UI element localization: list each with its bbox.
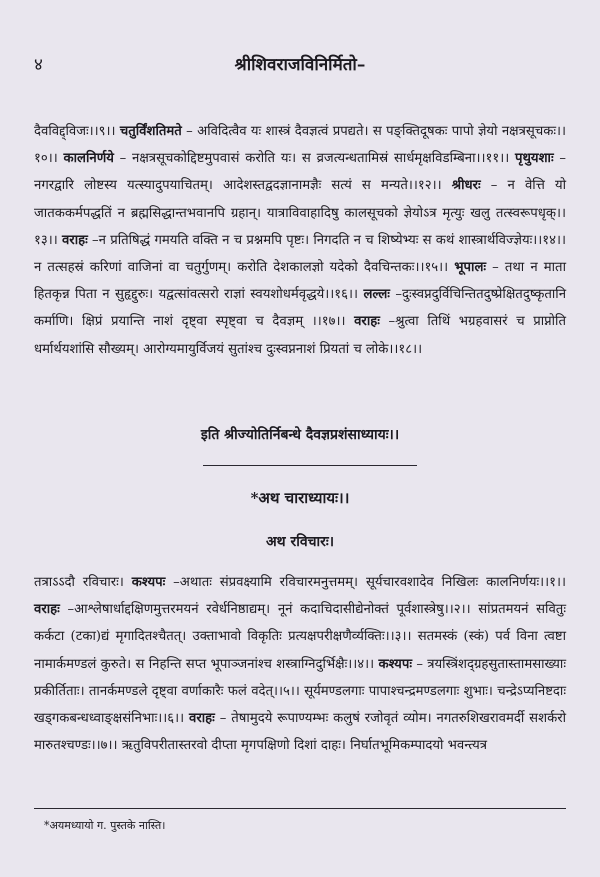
section-title: अथ रविचारः। bbox=[265, 534, 335, 550]
section-divider bbox=[203, 465, 417, 466]
footnote: *अयमध्यायो ग. पुस्तके नास्ति। bbox=[44, 819, 166, 832]
verse-text: – नगरद्वारि लोष्टस्य यत्स्यादुपयाचितम्। आदेशस्तद्वदज्ञानामज्ञैः सत्यं स मन्यते।।१२।। bbox=[34, 151, 566, 194]
source-citation: कालनिर्णये bbox=[63, 151, 114, 167]
verse-text: –न प्रतिषिद्धं गमयति वक्ति न च प्रश्नमपि पृष्टः। निगदति न च शिष्येभ्यः स कथं शास्त्रार्थविज्ज्ञेयः।।१४।। न तत्सहस्रं करिणां वाजिनां वा चतुर्गुणम्। करोति देशकालज्ञो यदेको दैवचिन्तकः।।१५।। bbox=[34, 232, 567, 276]
verse-text: – तथा न माता हितकृन्न पिता न सुहृद्दुरुः। यद्वत्सांवत्सरो राज्ञां स्वयशोधर्मवृद्धये।।१६।। bbox=[34, 260, 566, 303]
verse-text: –अथातः संप्रवक्ष्यामि रविचारमनुत्तमम्। सूर्यचारवशादेव निखिलः कालनिर्णयः।।१।। bbox=[165, 575, 566, 590]
verse-text: –श्रुत्वा तिथिं भग्रहवासरं च प्राप्नोति धर्मार्थयशांसि सौख्यम्। आरोग्यमायुर्विजयं सुतांश्च दुःस्वप्ननाशं प्रियतां च लोके।।१८।। bbox=[34, 314, 566, 357]
verse-text: – नक्षत्रसूचकोद्दिष्टमुपवासं करोति यः। स व्रजत्यन्धतामिस्रं सार्धमृक्षविडम्बिना।।११।। bbox=[113, 151, 516, 167]
verse-text: दैवविद्द्विजः।।९।। bbox=[34, 124, 120, 139]
source-citation: लल्लः bbox=[363, 287, 390, 303]
source-citation: श्रीधरः bbox=[451, 178, 481, 194]
source-citation: वराहः bbox=[61, 232, 88, 248]
verse-text: – न वेत्ति यो जातककर्मपद्धतिं न ब्रह्मसिद्धान्तभवानपि ग्रहान्। यात्राविवाहादिषु कालसूचको ज्ञेयोऽत्र मृत्युः खलु तत्स्वरूपधृक्।।१३।। bbox=[34, 178, 567, 248]
page-number: ४ bbox=[34, 55, 43, 75]
verse-text: – तेषामुदये रूपाण्यम्भः कलुषं रजोवृतं व्योम। नगतरुशिखरावमर्दी सशर्करो मारुतश्चण्डः।।७।। ऋतुविपरीतास्तरवो दीप्ता मृगपक्षिणो दिशां दाहः। निर्घातभूमिकम्पादयो भवन्त्यत्र bbox=[34, 711, 567, 754]
source-citation: पृथुयशाः bbox=[515, 151, 554, 167]
source-citation: कश्यपः bbox=[131, 575, 166, 590]
verse-text: –आश्लेषार्धाद्दक्षिणमुत्तरमयनं रवेर्धनिष्ठाद्यम्। नूनं कदाचिदासीद्येनोक्तं पूर्वशास्त्रेषु।।२।। सांप्रतमयनं सवितुः कर्कटा (टका)द्यं मृगादितश्चैतत्। उक्ताभावो विकृतिः प्रत्यक्षपरीक्षणैर्व्यक्तिः।।३।। सतमस्कं (स्कं) पर्व विना त्वष्टा नामार्कमण्डलं कुरुते। स निहन्ति सप्त भूपाञ्जनांश्च शस्त्राग्निदुर्भिक्षैः।।४।। bbox=[34, 602, 566, 672]
source-citation: वराहः bbox=[189, 711, 215, 727]
source-citation: वराहः bbox=[34, 602, 60, 618]
paragraph-ravichara bbox=[34, 569, 566, 759]
verse-text: – त्रयस्त्रिंशद्ग्रहसुतास्तामसाख्याः प्रकीर्तिताः। तानर्कमण्डले दृष्ट्वा वर्णाकारैः फलं वदेत्।।५।। सूर्यमण्डलगाः पापाश्चन्द्रमण्डलगाः शुभाः। चन्द्रेऽप्यनिष्टदाः खड्गकबन्धध्वाङ्क्षसंनिभाः।।६।। bbox=[34, 656, 566, 727]
chapter-title: *अथ चाराध्यायः।। bbox=[250, 489, 350, 507]
footnote-divider bbox=[34, 808, 566, 809]
running-title: श्रीशिवराजविनिर्मितो– bbox=[234, 55, 366, 75]
source-citation: चतुर्विंशतिमते bbox=[119, 124, 182, 139]
source-citation: वराहः bbox=[354, 314, 380, 330]
verse-text: –दुःस्वप्नदुर्विचिन्तितदुष्प्रेक्षितदुष्कृतानि कर्माणि। क्षिप्रं प्रयान्ति नाशं दृष्ट्वा स्पृष्ट्वा च दैवज्ञम् ।।१७।। bbox=[34, 287, 567, 330]
verse-text: तत्राऽऽदौ रविचारः। bbox=[34, 575, 132, 590]
paragraph-daivajna-prashamsa bbox=[34, 118, 566, 363]
page-header bbox=[0, 52, 600, 74]
verse-text: – अविदित्वैव यः शास्त्रं दैवज्ञत्वं प्रपद्यते। स पङ्क्तिदूषकः पापो ज्ञेयो नक्षत्रसूचकः।।१०।। bbox=[34, 124, 566, 167]
source-citation: कश्यपः bbox=[378, 656, 412, 672]
source-citation: भूपालः bbox=[454, 260, 487, 276]
chapter-colophon: इति श्रीज्योतिर्निबन्धे दैवज्ञप्रशंसाध्यायः।। bbox=[200, 427, 400, 443]
